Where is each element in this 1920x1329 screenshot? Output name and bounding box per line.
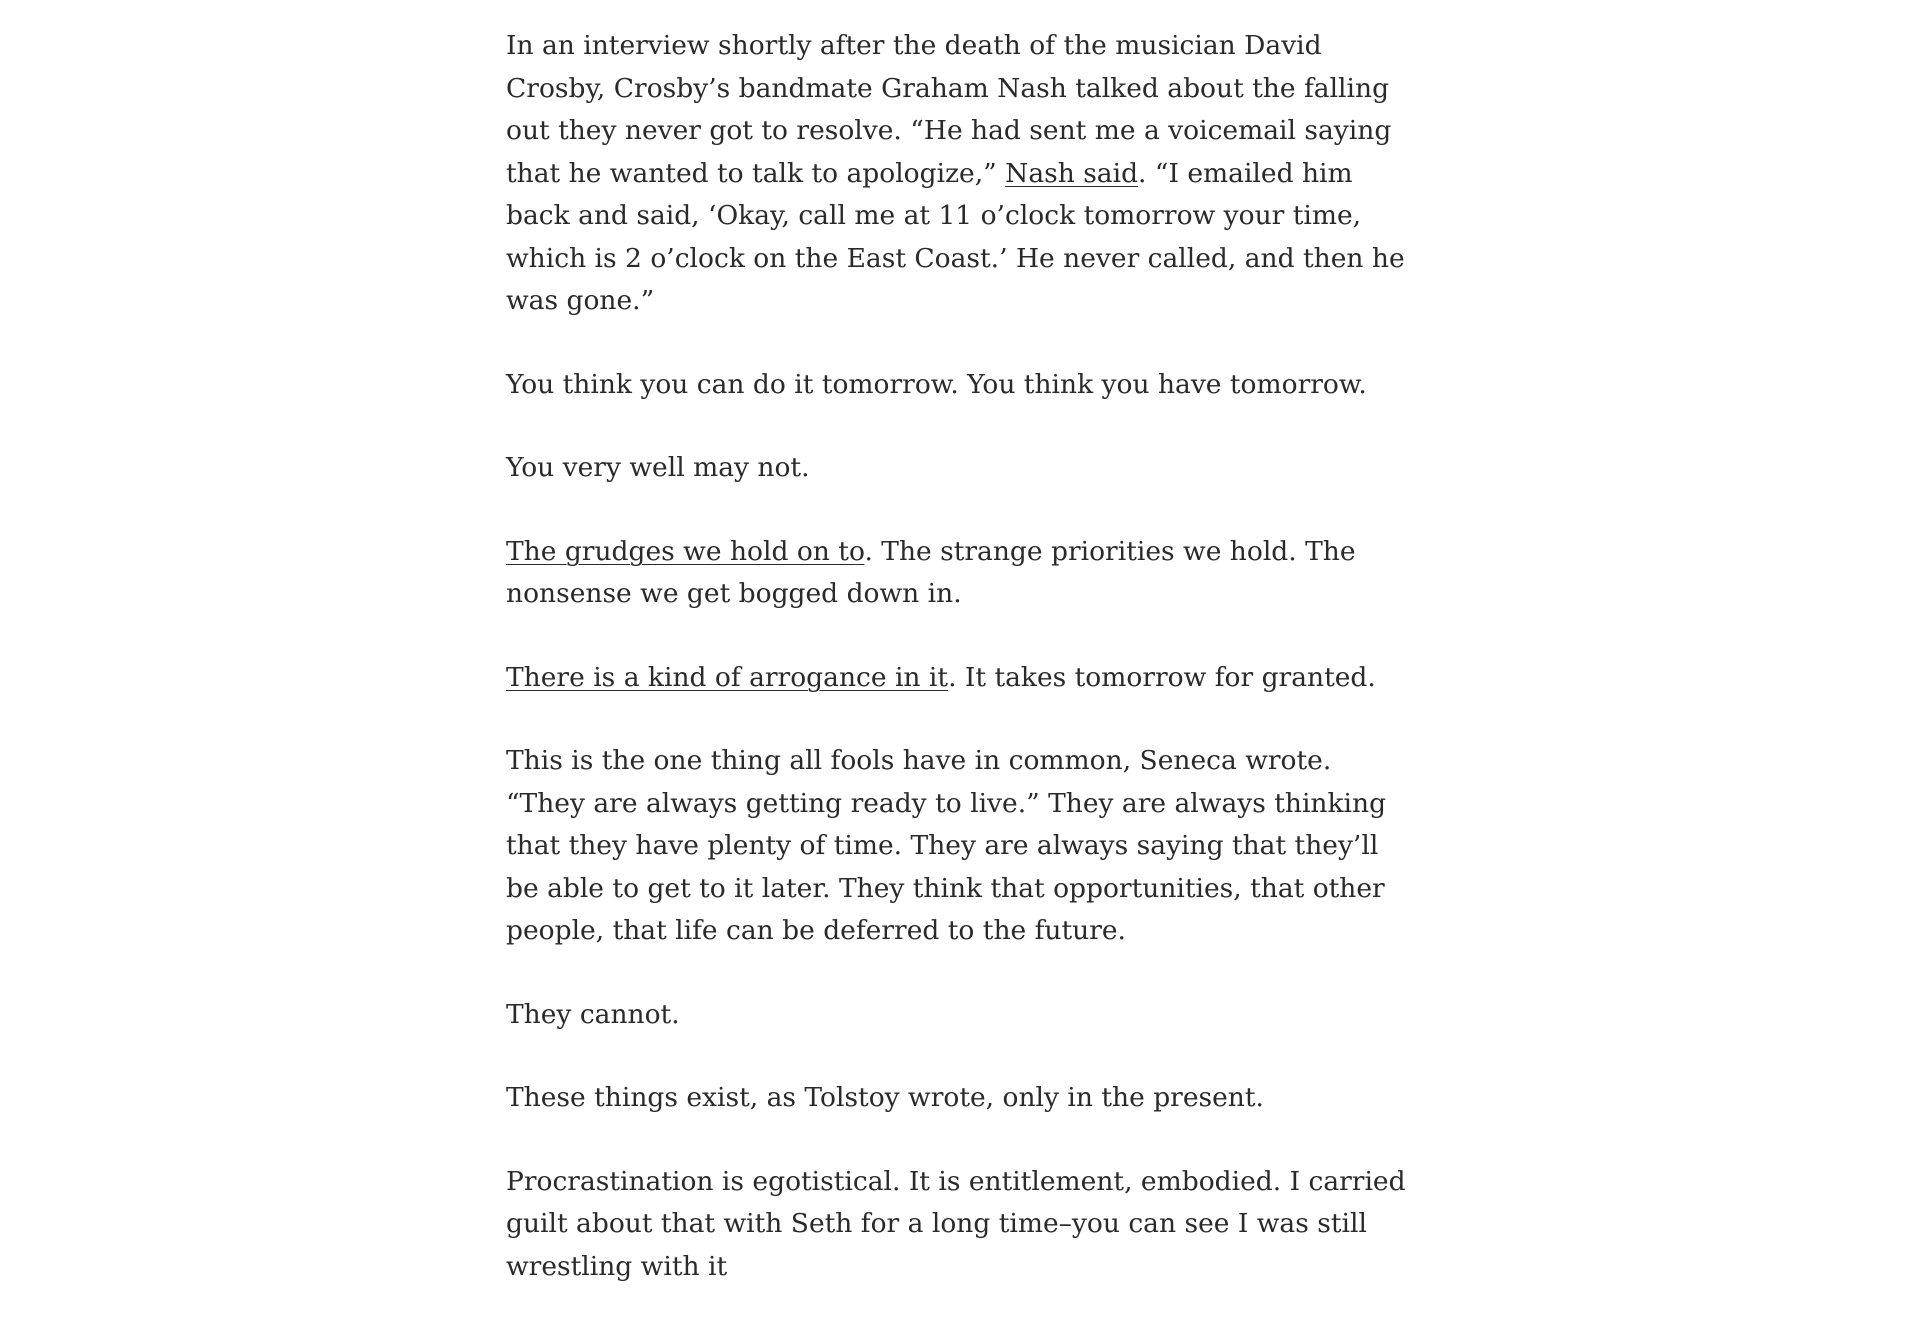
paragraph-text: . It takes tomorrow for granted. — [948, 661, 1376, 693]
paragraph-text: . The strange priorities we hold. The nonsense we get bogged down in. — [506, 535, 1356, 609]
paragraph-arrogance — [506, 657, 1406, 700]
paragraph-they-cannot — [506, 994, 1406, 1037]
paragraph-text: You very well may not. — [506, 452, 810, 483]
paragraph-procrastination — [506, 1161, 1406, 1289]
paragraph-tolstoy — [506, 1077, 1406, 1120]
paragraph-may-not — [506, 447, 1406, 490]
paragraph-text: This is the one thing all fools have in common, Seneca wrote. “They are always getting ready to live.” They are always thinking that they have plenty of time. They are always saying that they’ll be able to get to it later. They think that opportunities, that other people, that life can be deferred to the future. — [506, 745, 1387, 946]
nash-said-link[interactable]: Nash said — [1005, 157, 1139, 189]
paragraph-text: You think you can do it tomorrow. You think you have tomorrow. — [506, 368, 1367, 400]
paragraph-grudges — [506, 531, 1406, 616]
arrogance-link[interactable]: There is a kind of arrogance in it — [506, 661, 949, 693]
paragraph-text: Procrastination is egotistical. It is entitlement, embodied. I carried guilt about that with Seth for a long time–you can see I was still wrestling with it — [506, 1165, 1406, 1282]
paragraph-text: These things exist, as Tolstoy wrote, only in the present. — [506, 1082, 1264, 1113]
paragraph-think-tomorrow — [506, 364, 1406, 407]
grudges-link[interactable]: The grudges we hold on to — [506, 535, 865, 567]
paragraph-seneca — [506, 740, 1406, 953]
paragraph-text: . “I emailed him back and said, ‘Okay, call me at 11 o’clock tomorrow your time, which is 2 o’clock on the East Coast.’ He never called, and then he was gone.” — [506, 157, 1405, 316]
paragraph-nash-interview — [506, 25, 1406, 323]
paragraph-text: In an interview shortly after the death of the musician David Crosby, Crosby’s bandmate Graham Nash talked about the falling out they never got to resolve. “He had sent me a voicemail saying that he wanted to talk to apologize,” — [506, 30, 1392, 189]
article-body — [506, 25, 1406, 1329]
paragraph-text: They cannot. — [506, 998, 680, 1030]
